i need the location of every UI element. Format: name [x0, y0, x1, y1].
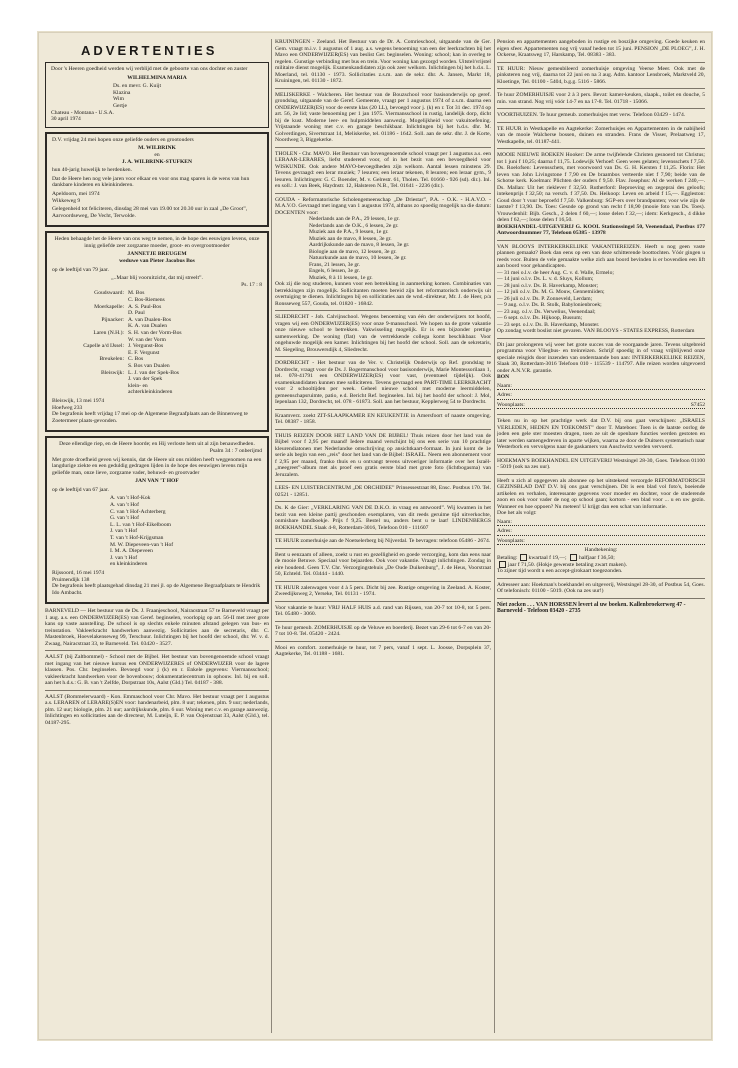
announcement-name: JAN VAN 'T HOF — [135, 478, 179, 485]
family-row — [52, 363, 262, 370]
classified-ad: Bent u eenzaam of alleen, zoekt u rust en gezelligheid en goede verzorging, kom dan eens naar de mooie Betuwe. Speciaal voor bejaarden. Ook voor vakantie. Vraagt inlichtingen. Zondag in eire houdend. Geen T.V. Chr. Verzorgingstehuis „De Oude Duikenburg”, J. de Heus, Voorstraat 50, Echteld. Tel. 03444 - 1440. — [275, 552, 491, 582]
birth-announcement — [45, 62, 269, 128]
family-name: J. van der Spek — [128, 376, 163, 383]
family-row — [52, 376, 262, 383]
trip-line: — 26 juli o.l.v. Ds. P. Zonneveld, Lerdam; — [497, 295, 593, 302]
announcement-age: op de leeftijd van 79 jaar. — [52, 266, 109, 273]
column-1 — [45, 39, 269, 732]
trip-line: — 31 mei o.l.v. de heer Aug. C. v. d. Walle, Ermelo; — [497, 269, 614, 276]
address-field[interactable]: Adres: — [497, 392, 705, 400]
announcement-jubilee: hun 40-jarig huwelijk te herdenken. — [52, 167, 132, 174]
page-title: ADVERTENTIES — [81, 43, 218, 58]
ad-text: GOUDA - Reformatorische Scholengemeenschap „De Driestar”, P.A. - O.K. - H.A.V.O. - M.A.V.O. Gevraagd met ingang van 1 augustus 1974, althans zo spoedig mogelijk na die datum: DOCENTEN voor: — [275, 196, 491, 216]
classified-ad: AALST (bij Zaltbommel) - School met de Bijbel. Het bestuur van bovengenoemde school vraagt met ingang van het nieuwe kursus een ONDERWIJZERES of ONDERWIJZER voor de lagere klassen. Pos. Chr. beginselen. Bevoegd voor j (k) en r. Enkele gegevens: Viermansschool; vakleerkracht handwerken voor de bovenbouw; dokumentatiecentrum in ophouw. Inl. bij en soll. aan het h.d.s.: G. B. van 't Zelfde, Dorpstraat 10s, Aalst (Gld.) Tel. 04187 - 388. — [45, 654, 269, 691]
announcement-date: 30 april 1974 — [51, 116, 81, 123]
vacancy-line: Biologie aan de mavo, 12 lessen, 3e gr. — [309, 248, 397, 255]
announcement-family — [52, 290, 262, 396]
family-name: L. J. van der Spek-Bos — [128, 369, 179, 376]
form-code: S7452 — [690, 401, 705, 408]
form-intro: Doe het als volgt: — [497, 510, 537, 516]
family-row — [52, 330, 262, 337]
classified-ad: DORDRECHT - Het bestuur van de Ver. v. Christelijk Onderwijs op Ref. grondslag te Dordrecht, vraagt voor de Ds. J. Bogermanschool voor basisonderwijs, Marie Montessorilaan 1, tel. 078-41791 een ONDERWIJZER(ES) voor vast, (eventueel tijdelijk). Ook examenkandidaten kunnen mee solliciteren. Tevens gevraagd een PART-TIME LEERKRACHT voor 2 schooltijden per week. Geheel nieuwe school met moderne leermiddelen, gemeenschapsruimte, patio, e.d. Bericht Ref. beginselen. Inl. bij het hoofd der school: J. Mol, Iepenlaan 132, Dordrecht, tel. 078 - 61873. Soll. aan het bestuur, Kepplerweg 54 te Dordrecht. — [275, 360, 491, 410]
vacancy-line: Aardrijkskunde aan de mavo, 8 lessen, 3e gr. — [309, 242, 410, 248]
announcement-name: J. A. WILBRINK-STUFKEN — [121, 158, 193, 165]
family-name: en kleinkinderen — [110, 561, 148, 568]
column-rule — [271, 39, 272, 1033]
vacancy-line: Engels, 6 lessen, 3e gr. — [309, 268, 361, 274]
form-label: Woonplaats: — [497, 401, 525, 408]
family-row — [52, 389, 262, 396]
classified-ad: Teken nu in op het prachtige werk dat D.V. bij ons gaat verschijnen: „ISRAELS VERLEDEN, HEDEN EN TOEKOMST” door T. Mateboer. Toen is de laatste oorlog de joden een gele ster moesten dragen, toen ze uit de openbare functies werden gestoten en later werden samengedreven in aparte wijken, waarna ze door de Duitsers systematisch naar Westerbork en vervolgens naar de gaskamers van Auschwitz werden vervoerd. — [497, 418, 705, 455]
classified-ad: SLIEDRECHT - Job. Calvijnschool. Wegens benoeming van één der onderwijzers tot hoofd, vragen wij een ONDERWIJZER(ES) voor onze 9-mansschool. We hopen na de grote vakantie onze nieuwe school te betrekken. Vakwisseling mogelijk. Er is een bijzonder prettige samenwerking. De woning (flat) van de vertrekkende collega komt beschikbaar. Voor ongehuwde mogelijk een kamer. Inlichtingen bij het hoofd der school. Soll. aan de sekretaris, M. Siegeling, Brouwersdijk 4, Sliedrecht. — [275, 314, 491, 357]
announcement-burial: De begrafenis heeft plaatsgehad dinsdag 21 mei jl. op de Algemene Begraafplaats te Hendrik Ido Ambacht. — [52, 583, 261, 596]
family-place — [52, 297, 128, 304]
naam-field[interactable]: Naam: — [497, 519, 705, 527]
announcement-street: Pruimendijk 138 — [52, 576, 90, 583]
family-row — [52, 304, 262, 311]
announcement-place: Apeldoorn, mei 1974 — [52, 190, 100, 197]
column-2 — [275, 39, 491, 664]
announcement-intro: D.V. vrijdag 24 mei hopen onze geliefde ouders en grootouders — [52, 136, 194, 143]
announcement-text: Dat de Heere hen nog vele jaren voor elkaar en voor ons mag sparen is de wens van hun dankbare kinderen en kleinkinderen. — [52, 175, 250, 189]
classified-ad: HOEKMAN'S BOEKHANDEL EN UITGEVERIJ Westsingel 28-30, Goes. Telefoon 01100 - 5019 (ook na zes uur). — [497, 458, 705, 475]
form-tail: To zijner tijd wordt u een accept-girokaart toegezonden. — [497, 568, 623, 575]
trip-line: — 28 juni o.l.v. Ds. B. Haverkamp, Monster; — [497, 282, 599, 289]
family-name: Wim — [113, 96, 124, 103]
announcement-verse: Deze ellendige riep, en de Heere hoorde; en Hij verloste hem uit al zijn benauwdheden. — [59, 441, 255, 448]
ad-text: BOEKHANDEL-UITGEVERIJ G. KOOL Stationssingel 50, Veenendaal, Postbus 177 Antwoordnummer 77, Telefoon 05385 - 13978 — [497, 223, 705, 236]
name-field[interactable]: Naam: — [497, 383, 705, 391]
announcement-ref: Ps. 17 : 8 — [241, 281, 262, 288]
adres-field[interactable]: Adres: — [497, 528, 705, 536]
family-place — [52, 323, 128, 330]
family-row — [52, 290, 262, 297]
classified-ad — [497, 342, 705, 416]
announcement-age: op de leeftijd van 67 jaar. — [52, 486, 109, 493]
family-place: Laren (N.H.): — [93, 330, 124, 336]
announcement-intro: Door 's Heeren goedheid werden wij verblijd met de geboorte van ons dochter en zuster — [51, 66, 248, 72]
announcement-reception: Gelegenheid tot feliciteren, dinsdag 28 mei van 19.00 tot 20.30 uur in zaal „De Groot”, Aarvoordseweg, De Vecht, Terwolde. — [52, 206, 248, 219]
family-name: C. Bos — [128, 356, 144, 363]
death-announcement — [45, 436, 269, 604]
form-note: (Hokje gewenste betaling zwart maken). — [536, 561, 627, 568]
form-label: Betaling: — [497, 554, 518, 561]
classified-ad: LEES- EN LUISTERCENTRUM „DE ORCHIDEE” Prinsessestraat 88, Ensc. Postbus 170. Tel. 02521 - 12851. — [275, 485, 491, 502]
family-place — [52, 337, 128, 344]
classified-ad — [497, 152, 705, 241]
classified-ad: TE HUUR zalenwagen voor 4 à 5 pers. Dicht bij zee. Rustige omgeving in Zeeland. A. Koster, Zweedijksweg 2, Yerseke, Tel. 01131 - 1974. — [275, 585, 491, 602]
family-name: M. Bos — [128, 290, 145, 297]
classified-ad: THUIS REIZEN DOOR HET LAND VAN DE BIJBEL! Thuis reizen door het land van de Bijbel voor f 2,95 per maand! Iedere maand verschijnt bij ons een serie van 10 prachtige kleurendiatonen met Nederlandse omschrijving op ansichtkaart-formaat. In juni komt de 1e serie als begin van een „reis” door het land van de Bijbel: ISRAEL. Neem een abonnement voor f 2,95 per maand, franko thuis en u ontvangt tevens uitvoeriger informatie over het Israël-„meegreet”-album met als proef een gratis eerste blad met grote foto (lichtbogasma) van Jeruzalem. — [275, 433, 491, 483]
family-name: S. H. van der Vorm-Bos — [128, 330, 182, 336]
announcement-and: en — [154, 151, 160, 158]
signature-label: Handtekening: — [584, 547, 618, 553]
ad-text: Dit jaar prolongeren wij weer het grote succes van de voorgaande jaren. Tevens uitgebreid programma voor Vliegbus- en treinreizen. Schrijf spoedig in of vraag vrijblijvend onze speciale reisgids door inzenden van onderstaande bon aan: INTERKERKELIJKE REIZEN, Slaak 30, Rotterdam-3016 Telefoon 010 - 115539 - 114797. Alle reizen worden uitgevoerd onder A.N.V.R. garantie. — [497, 341, 705, 374]
ad-text: Op zondag wordt boslist niet gevaren. VAN BLOOYS - STATES EXPRESS, Rotterdam — [497, 328, 695, 334]
announcement-address: Chateau - Montana - U.S.A. — [51, 109, 114, 116]
anniversary-announcement — [45, 132, 269, 228]
option-label: jaar f 71,50. — [508, 561, 537, 568]
family-name: J. Vergunst-Bos — [128, 343, 164, 350]
family-name: C. Bos-Riemens — [128, 297, 165, 304]
ad-text: VAN BLOOYS INTERKERKELIJKE VAKANTIEREIZEN. Heeft u nog geen vaste plannen gemaakt? Boek dan eens op een van deze schitterende boottochten. Vóór gingen u reeds voor. Buiten de vele gemaakte welke zich aan boord bevinden is er bovendien een lift aan boord voor gehandicapten. — [497, 243, 705, 269]
trip-line: — 23 sept. o.l.v. Ds. B. Haverkamp, Monster. — [497, 321, 600, 328]
family-row — [52, 343, 262, 350]
announcement-street: Hoefweg 233 — [52, 404, 83, 411]
family-name: A. van 't Hof-Kok — [110, 495, 151, 502]
family-name: A. van 't Hof — [110, 502, 139, 509]
family-name: D. Paul — [128, 310, 145, 317]
family-place: Pijnacker: — [101, 316, 124, 323]
family-row — [52, 297, 262, 304]
payment-options — [497, 561, 705, 568]
year-checkbox[interactable] — [499, 561, 506, 568]
family-place: Goudswaard: — [94, 290, 124, 297]
vacancy-line: Frans, 21 lessen, 3e gr. — [309, 261, 361, 268]
family-name: M. W. Diepeveen-van 't Hof — [110, 541, 174, 548]
classified-ad: TE HUUR in Westkapelle en Aagtekerke: Zomerhuisjes en Appartementen in de nabijheid van de mooie Walcherse bossen, duinen en stranden. Frans de Visser, Prelaatweg 17, Westkapelle, tel. 01187-441. — [497, 126, 705, 150]
trip-line: — 9 aug. o.l.v. Ds. B. Stolk, Babylonienbroek; — [497, 302, 602, 308]
classified-ad: TE HUUR: Nieuw gemeubileerd zomerhuisje omgeving Veerse Meer. Ook met de pinksteren nog vrij, daarna tot 22 juni en na 3 aug. Adm. kantoor Lensbroek, Marktveld 20, Kloetinge, Tel. 01100 - 5404, b.g.g. 5116 - 5866. — [497, 66, 705, 90]
announcement-burial: De begrafenis heeft vrijdag 17 mei op de Algemene Begraafplaats aan de Binnenweg te Zoetermeer plaats-gevonden. — [52, 411, 248, 424]
family-name: achterkleinkinderen — [128, 389, 173, 396]
classified-ad — [497, 244, 705, 339]
trip-line: — 23 aug. o.l.v. Ds. Verwelius, Veenendaal; — [497, 308, 596, 315]
vacancy-line: Nederlands aan de P.A., 29 lessen, 1e gr. — [309, 216, 400, 222]
announcement-subname: weduwe van Pieter Jacobus Bos — [119, 258, 195, 265]
vacancy-line: Muziek aan de mavo, 8 lessen, 3e gr. — [309, 235, 392, 242]
classified-ads — [275, 39, 491, 661]
classified-ad: Adresseer aan: Hoekman's boekhandel en uitgeverij, Westsingel 28-30, of Postbus 54, Goes. Of telefonisch: 01100 - 5019. (Ook na zes uur!) — [497, 582, 705, 599]
family-row — [52, 317, 262, 324]
family-name: Ds. en mevr. G. Kuijt — [113, 83, 162, 90]
footer-ad: Niet zocken . . . VAN HORSSEN levert al uw boeken. Kallenbroekerweg 47 - Barneveld - Telefoon 03420 - 2735 — [497, 601, 686, 615]
family-name: I. M. A. Diepeveen — [110, 548, 153, 555]
family-name: K. A. van Dualen — [128, 323, 167, 330]
family-row — [52, 356, 262, 363]
trip-line: — 12 juli o.l.v. Ds. M. G. Mouw, Gennemiiden; — [497, 289, 605, 295]
classified-ad: Ds. K de Gier: „VERKLARING VAN DE D.K.O. in vraag en antwoord”. Wij kwamen in het bezit van een kleine partij geschonden exemplaren, van dit reeds geruime tijd uitverkochte, onmisbare handboekje. Prijs f 9,25. Bestel nu, anders bent u te laat! LINDENBERGS BOEKHANDEL Slaak 4-8, Rotterdam-3016, Telefoon 010 - 111607 — [275, 505, 491, 535]
family-place — [52, 363, 128, 370]
announcement-text: Met grote droefheid geven wij kennis, dat de Heere uit ons midden heeft weggenomen na een langdurige ziekte en een geduldig gedragen lijden in de hope des eeuwigen levens mijn geliefde man, onze lieve, zorgzame vader, behuwd- en grootvader — [52, 456, 262, 476]
classified-ad: Voor vakantie te huur: VRIJ HALF HUIS a.d. rand van Rijssen, van 20-7 tot 10-8, tot 5 pers. Tel. 05480 - 3060. — [275, 605, 491, 622]
family-place — [52, 383, 128, 390]
announcement-date: Bleiswijk, 13 mei 1974 — [52, 397, 105, 404]
announcement-quote: „..Maar blij vooruitzicht, dat mij streelt”. — [111, 275, 203, 282]
payment-options — [497, 554, 705, 561]
classified-ad: Kraamverz. zoekt ZIT-SLAAPKAMER EN KEUKENTJE in Amersfoort of naaste omgeving. Tel. 08387 - 1858. — [275, 413, 491, 430]
family-row — [52, 337, 262, 344]
family-place — [52, 376, 128, 383]
announcement-name: JANNETJE BREUGEM — [127, 251, 187, 258]
classified-ads — [45, 608, 269, 729]
classified-ad: Mooi en comfort. zomerhuisje te huur, tot 7 pers, vanaf 1 sept. L. Joosse, Dorpsplein 37, Aagtekerke, Tel. 01188 - 1681. — [275, 644, 491, 657]
family-name: L. L. van 't Hof-Eikelboom — [110, 521, 171, 528]
family-name: J. van 't Hof — [110, 554, 138, 561]
family-name: S. Bos van Dualen — [128, 362, 170, 369]
announcement-ref: Psalm 34 : 7 onberijmd — [209, 447, 262, 454]
trip-line: — 14 juni o.l.v. Ds. L. v. d. Sluys, Kollum; — [497, 276, 594, 282]
family-row — [52, 370, 262, 377]
classified-ad: VOORTHUIZEN. Te huur gemeub. zomerhuisjes met verw. Telefoon 03429 - 1474. — [497, 112, 705, 123]
classified-ad: KRUININGEN - Zeeland. Het Bestuur van de Dr. A. Comrieschool, uitgaande van de Ger. Gem. vraagt m.i.v. 1 augustus of 1 aug. a.s. wegens benoeming van een der leerkrachten bij het Mavo een ONDERWIJZER(ES) van beslist Ger. beginselen. Woning: school; kan in overleg te regelen. Gunstige verbinding met bus en trein. Voor woning kan gezorgd worden. Uitstel/vrijstel militaire dienst mogelijk. Examenkandidaten zijn ook zeer welkom. Inlichtingen bij het h.d.s. L. Moerland, tel. 01130 - 1973. Sollicitaties z.s.m. aan de sekr. dhr. A. Jansen, Markt 18, Kruiningen, tel. 01130 - 1872. — [275, 39, 491, 89]
halfyear-checkbox[interactable] — [570, 554, 577, 561]
family-row — [52, 323, 262, 330]
option-label: halfjaar f 36,50; — [578, 554, 615, 561]
ad-text: MOOIE NIEUWE BOEKEN Hooker: De arme twijfelende Christen gesnoerd tot Christus; tot 1 juni f 10,25; daarna f 11,75. Lodewijk Verhoef: Geen wees gelaten; levensschets f 7,50. Ds. Roelofsen: Levensschets, met voorwoord van Ds. G. H. Kersten f 11,25. Florin: Het leven van John Livingstone f 7,90 en De braambos verteerde niet f 7,90; beide van de Schotse kerk. Koelman: Plichten der ouders f 9,50. Flav. Josephus: Al de werken f 240,—. Ds. Mallan: Uit het rieklever f 32,50. Rutherford: Beproeving en zegeprai des geloofs; intekenprijs f 32,50; na versch. f 37,50. Ds. Heikoop: Leven en arbeid f 15,—. Eggleston: Goud door 't vuur beproefd f 7,50. Valkenburg: SGP-ers over brandpunten; voor wie zijn de lastste? f 13,90. Ds. Toes: Gesnde op grond van recht f 18,90 (mooie foto van Ds. Toes). Vrouwdenhil: Bijb. Gesch., 2 delen f 60,—; losse delen f 32,—; idem: Kerkgesch., 4 dikke delen f 62,—; losse delen f 16,50. — [497, 152, 705, 223]
column-rule — [494, 39, 495, 1033]
announcement-name: M. WILBRINK — [138, 145, 176, 152]
ad-text: Ook zij die nog studeren, kunnen voor een betrekking in aanmerking komen. Combinaties van betrekkingen zijn mogelijk. Sollicitanten moeten bereid zijn het reformatorisch onderwijs uit overtuiging te dienen. Inlichtingen bij en sollicitaties aan de wnd.-direkteur, Mr. J. de Heer, p/a Ronsseweg 557, Gouda, tel. 01820 - 16842. — [275, 281, 491, 307]
option-label: kwartaal f 19,—; — [528, 554, 568, 561]
classified-ad: Te huur ZOMERHUISJE voor 2 à 3 pers. Bevat: kamer-keuken, slaapk., toilet en douche, 5 min. van strand. Nog vrij vóór 14-7 en na 17-8. Tel. 01718 - 15066. — [497, 92, 705, 109]
quarter-checkbox[interactable] — [520, 554, 527, 561]
woonplaats-field[interactable]: Woonplaats: — [497, 538, 705, 546]
family-name: E. F. Vergunst — [128, 349, 160, 356]
newspaper-page — [38, 32, 712, 1040]
city-field[interactable] — [497, 402, 705, 410]
announcement-street: Wikkeweg 9 — [52, 197, 81, 204]
vacancy-line: Muziek, 8 à 11 lessen, 1e gr. — [309, 274, 373, 281]
classified-ad: TE HUUR zomerhuisje aan de Noetselerberg bij Nijverdal. Te bevragen: telefoon 05486 - 2674. — [275, 538, 491, 549]
family-place: Bleiswijk: — [101, 369, 124, 376]
family-name: W. van der Vorm — [128, 336, 166, 343]
ad-text: Heeft u zich al opgegeven als abonnee op het uitstekend verzorgde REFORMATORISCH GEZINSBLAD DAT D.V. bij ons gaat verschijnen. Dit is een blad vol foto's, boeiende artikelen en verhalen, interessante gegevens voor moeder en dochter, voor de studerende zoon en ook voor vader de nog op school gaan; kortom - een blad voor ... u en uw gezin. Wanneer en hoe oppoen? Nu meteen! U krijgt dan een schat van informatie. — [497, 477, 705, 510]
announcement-name: WILHELMINA MARIA — [127, 74, 187, 81]
death-announcement — [45, 231, 269, 432]
classified-ads — [497, 39, 705, 615]
announcement-date: Rijssoord, 16 mei 1974 — [52, 570, 105, 576]
classified-ad — [275, 197, 491, 312]
family-place: Breukelen: — [99, 356, 124, 363]
family-name: C. van 't Hof-Achterberg — [110, 508, 166, 515]
classified-ad: BARNEVELD — Het bestuur van de Ds. J. Fraanjeschool, Nairacstraat 57 te Barneveld vraagt per 1 aug. a.s. een ONDERWIJZER(ES) van Geref. beginselen, voorlopig op art. 56-II met zeer grote kans op vaste aanstelling. De school is op slechts enkele minuten afstand gelegen van bus- en treinstation. Vakleerkracht handwerken aanwezig. Sollicitaties aan de secretaris, dhr. C. Mastenbroek, Hoevelakenseweg 99, Terschuur. Inlichtingen bij het hoofd der school, dhr. W. v. d. Zwaag, Nairacstraat 33, te Barneveld. Tel. 03420 - 3527. — [45, 608, 269, 651]
classified-ad: Pension en appartementen aangeboden in rustige en boszijke omgeving. Goede keuken en eigen sfeer. Appartementen nog vrij vanaf heden tot 15 juni. PENSION „DE PLOEG”, J. H. Ockerse, Kraatsweg 17, Harskamp, Tel. 08383 - 383. — [497, 39, 705, 63]
classified-ad — [497, 478, 705, 579]
vacancy-line: Nederlands aan de O.K., 6 lessen, 2e gr. — [309, 222, 399, 229]
family-name: J. van 't Hof — [110, 528, 138, 535]
classified-ad: MELISKERKE - Walcheren. Het bestuur van de Bouzschool voor basisonderwijs op geref. grondslag, uitgaande van de Geref. Gemeente, vraagt per 1 augustus 1974 of z.s.m. daarna een ONDERWIJZER(ES) voor de eerste klas (20 LL), bevoegd voor j. (k) en r. Tot 31 dec. 1974 op art. 56, 2e lid; vaste benoeming per 1 jan 1975. Viermansschool in rustig, landelijk dorp, dicht bij de kust. Moderne leer- en hulpmiddelen aanwezig. Mogelijkheid voor vakuitoefening. Vrijstaande woning met c.v. en garage beschikbaar. Inlichtingen bij het h.d.s. dhr. M. Golverdingen, Sivertstraat 14, Meliskerke, tel. 01186 - 1642. Soll. aan de sekr. dhr. J. de Korte, Noordweg 3, Biggekerke. — [275, 92, 491, 148]
family-name: klein- en — [128, 382, 148, 389]
family-name: G. van 't Hof — [110, 515, 139, 522]
family-place: Capelle a/d IJssel: — [83, 343, 124, 350]
family-name: Klazina — [113, 89, 131, 96]
family-name: T. van 't Hof-Krijgsman — [110, 535, 164, 542]
column-3 — [497, 39, 705, 615]
family-row — [52, 350, 262, 357]
family-place: Moerkapelle: — [94, 303, 124, 310]
family-place — [52, 350, 128, 357]
vacancy-line: Muziek aan de P.A., 9 lessen, 1e gr. — [309, 229, 389, 235]
announcement-intro: Heden behaagde het de Heere van ons weg te nemen, in de hope des eeuwigen levens, onze innig geliefde zeer zorgzame moeder, groot- en overgrootmoeder — [54, 236, 260, 249]
family-name: Gertje — [113, 102, 127, 109]
form-title: BON — [497, 374, 510, 380]
announcement-family — [52, 495, 262, 568]
announcement-family — [51, 83, 263, 109]
classified-ad: AALST (Bommelerwaard) - Kon. Emmaschool voor Chr. Mavo. Het bestuur vraagt per 1 augustus a.s. LERAREN of LERARE(S)EN voor: handenarbeid, plm. 8 uur; tekenen, plm. 9 uur; nederlands, plm. 12 uur; biologie, plm. 21 uur; aardrijkskunde, plm. 6 uur. Woning met c.v. en garage aanwezig. Inlichtingen en sollicitaties aan de directeur, M. Luteijn, E. P. van Oojenstraat 33, Aalst (Gld.), tel. 04187-295. — [45, 693, 269, 726]
trip-line: — 6 sept. o.l.v. Ds. Hijkoop, Bussum; — [497, 315, 583, 321]
family-row — [52, 310, 262, 317]
family-place — [52, 389, 128, 396]
family-name: A. S. Paul-Bos — [128, 303, 162, 310]
family-row — [52, 383, 262, 390]
family-place — [52, 310, 128, 317]
family-name: A. van Dualen-Bos — [128, 316, 172, 323]
classified-ad: Te huur gemeub. ZOMERHUISJE op de Veluwe en boerderij. Bezet van 29-6 tot 6-7 en van 20-7 tot 10-8. Tel. 05420 - 2424. — [275, 625, 491, 642]
vacancy-line: Natuurkunde aan de mavo, 10 lessen, 3e gr. — [309, 255, 407, 261]
classified-ad: THOLEN - Chr. MAVO. Het Bestuur van bovengenoemde school vraagt per 1 augustus a.s. een LERAAR-LERARES, liefst studerend voor, of in het bezit van een bevoegdheid voor WISKUNDE. Ook andere MAVO-bevoegdheden zijn welkom. Aantal lessen minstens 29. Tevens gevraagd: een lerar muziek; 7 lesuren; een leraar tekenen, 8 lesuren; een leraar gym., 9 lesuren. Inlichtingen: G. C. Boender, M. v. Gelrestr. 61, Tholen. Tel. 01660 - 926 (sd). dir.). Inl. en soll.: J. van Beek, Haydnstr. 12, Halsteren N.B., Tel. 01641 - 2236 (dir.). — [275, 151, 491, 194]
